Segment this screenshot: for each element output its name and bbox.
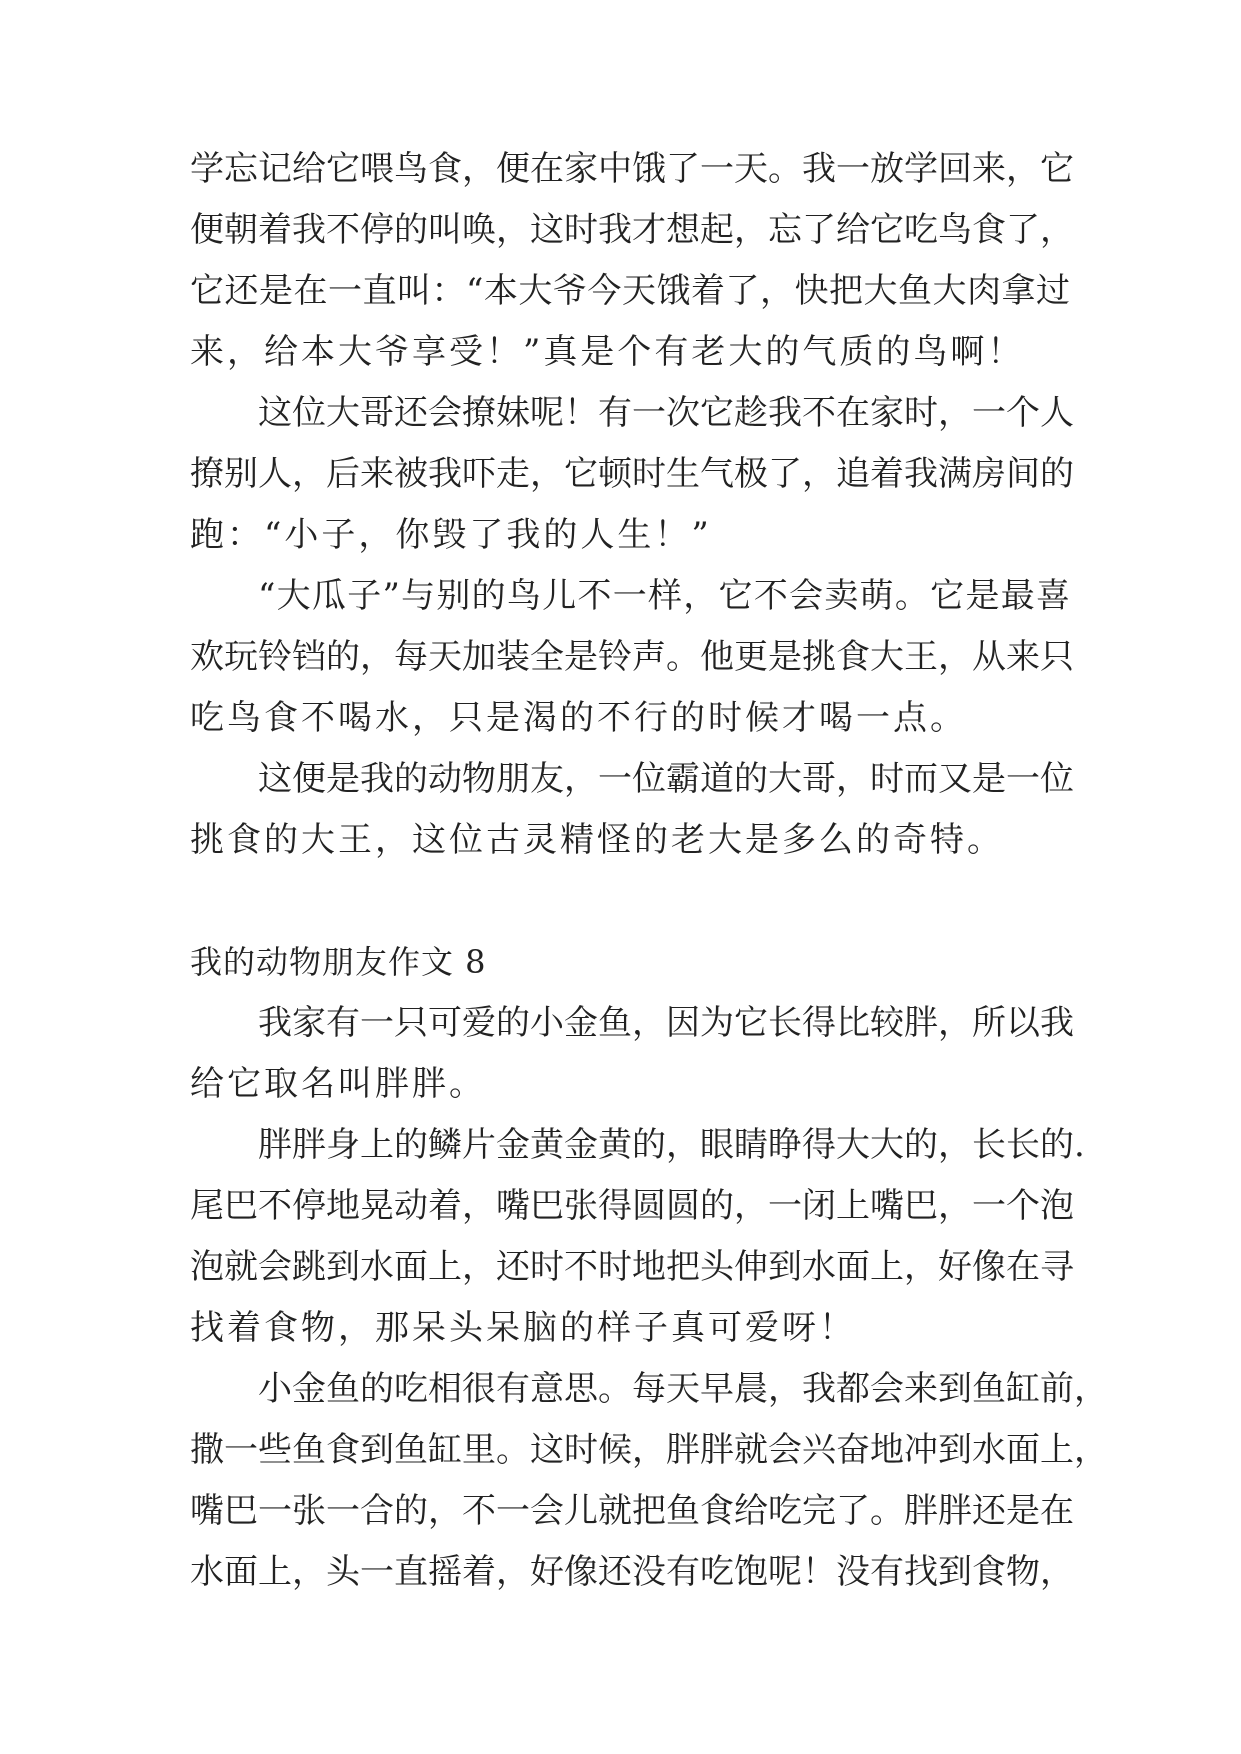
text-line: 欢玩铃铛的，每天加装全是铃声。他更是挑食大王，从来只	[190, 637, 1074, 677]
text-line: 撩别人，后来被我吓走，它顿时生气极了，追着我满房间的	[190, 454, 1074, 494]
section-2	[190, 943, 1108, 1592]
text-line: 吃鸟食不喝水，只是渴的不行的时候才喝一点。	[190, 698, 967, 738]
text-line: 胖胖身上的鳞片金黄金黄的，眼睛睁得大大的，长长的.	[258, 1125, 1085, 1165]
text-line: 这位大哥还会撩妹呢！有一次它趁我不在家时，一个人	[258, 393, 1074, 433]
text-line: “大瓜子”与别的鸟儿不一样，它不会卖萌。它是最喜	[258, 576, 1070, 616]
text-line: 学忘记给它喂鸟食，便在家中饿了一天。我一放学回来，它	[190, 149, 1074, 189]
section-heading: 我的动物朋友作文 8	[190, 943, 487, 981]
section-1	[190, 149, 1074, 860]
text-line: 它还是在一直叫：“本大爷今天饿着了，快把大鱼大肉拿过	[190, 271, 1070, 311]
text-line: 跑：“小子，你毁了我的人生！”	[190, 515, 712, 555]
section-gap	[190, 884, 1070, 945]
text-line: 挑食的大王，这位古灵精怪的老大是多么的奇特。	[190, 820, 1004, 860]
document-page	[190, 149, 1108, 1616]
text-line: 便朝着我不停的叫唤，这时我才想起，忘了给它吃鸟食了，	[190, 210, 1074, 250]
text-line: 撒一些鱼食到鱼缸里。这时候，胖胖就会兴奋地冲到水面上，	[190, 1430, 1108, 1470]
text-line: 尾巴不停地晃动着，嘴巴张得圆圆的，一闭上嘴巴，一个泡	[190, 1186, 1074, 1226]
text-line: 找着食物，那呆头呆脑的样子真可爱呀！	[190, 1308, 856, 1348]
text-line: 水面上，头一直摇着，好像还没有吃饱呢！没有找到食物，	[190, 1552, 1074, 1592]
text-line: 小金鱼的吃相很有意思。每天早晨，我都会来到鱼缸前，	[258, 1369, 1108, 1409]
text-line: 来，给本大爷享受！”真是个有老大的气质的鸟啊！	[190, 332, 1025, 372]
text-line: 嘴巴一张一合的，不一会儿就把鱼食给吃完了。胖胖还是在	[190, 1491, 1074, 1531]
text-line: 我家有一只可爱的小金鱼，因为它长得比较胖，所以我	[258, 1003, 1074, 1043]
text-line: 给它取名叫胖胖。	[190, 1064, 486, 1104]
text-line: 这便是我的动物朋友，一位霸道的大哥，时而又是一位	[258, 759, 1074, 799]
text-line: 泡就会跳到水面上，还时不时地把头伸到水面上，好像在寻	[190, 1247, 1074, 1287]
